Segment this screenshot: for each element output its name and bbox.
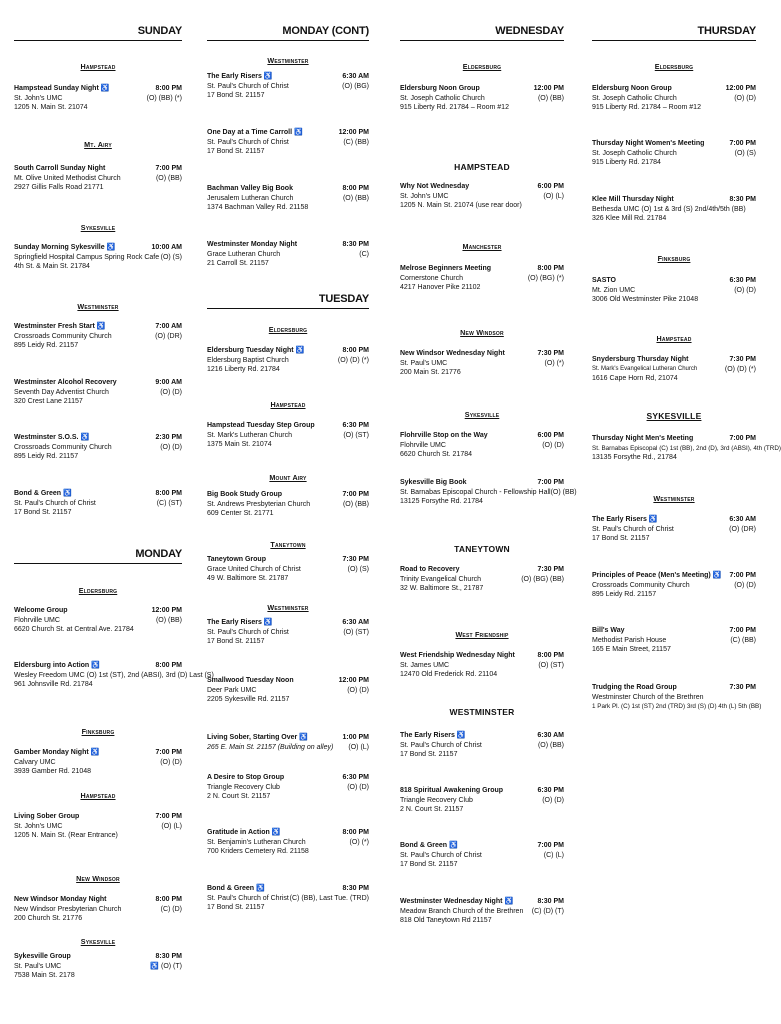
meeting-bachman-valley-big-book: Bachman Valley Big Book 8:00 PM Jerusalem Lutheran Church (O) (BB) 1374 Bachman Valley Rd. 21158 [207, 185, 369, 211]
town-heading-mount-airy: Mount Airy [269, 473, 307, 482]
meeting-hampstead-tuesday-step: Hampstead Tuesday Step Group 6:30 PM St. Mark's Lutheran Church (O) (ST) 1375 Main St. 21074 [207, 422, 369, 448]
town-heading-new-windsor: New Windsor [460, 328, 504, 337]
meeting-gratitude-in-action: Gratitude in Action ♿ 8:00 PM St. Benjamin's Lutheran Church (O) (*) 700 Kriders Cemetery Rd. 21158 [207, 829, 369, 855]
town-heading-sykesville: Sykesville [464, 410, 500, 419]
wheelchair-icon: ♿ [712, 572, 722, 579]
meeting-trudging-the-road: Trudging the Road Group 7:30 PM Westminster Church of the Brethren 1 Park Pl. (C) 1st (ST) 2nd (TRD) 3rd (S) (D) 4th (L) 5th (BB) [592, 684, 762, 710]
wheelchair-icon: ♿ [449, 842, 458, 849]
meeting-principles-of-peace: Principles of Peace (Men's Meeting) ♿ 7:00 PM Crossroads Community Church (O) (D) 895 Leidy Rd. 21157 [592, 572, 756, 598]
meeting-gamber-monday-night: Gamber Monday Night ♿ 7:00 PM Calvary UMC (O) (D) 3939 Gamber Rd. 21048 [14, 749, 182, 775]
meeting-big-book-study-group: Big Book Study Group 7:00 PM St. Andrews Presbyterian Church (O) (BB) 609 Center St. 21771 [207, 491, 369, 517]
meeting-westminster-wednesday-night: Westminster Wednesday Night ♿ 8:30 PM Meadow Branch Church of the Brethren (C) (D) (T) 818 Old Taneytown Rd 21157 [400, 898, 564, 924]
town-heading-westminster: Westminster [267, 56, 309, 65]
town-heading-eldersburg: Eldersburg [462, 62, 502, 71]
wheelchair-icon: ♿ [648, 516, 658, 523]
wheelchair-icon: ♿ [456, 732, 466, 739]
meeting-thursday-night-womens: Thursday Night Women's Meeting 7:00 PM St. Joseph Catholic Church (O) (S) 915 Liberty Rd. 21784 [592, 140, 756, 166]
meeting-bond-green-tuesday: Bond & Green ♿ 8:30 PM St. Paul's Church of Christ (C) (BB), Last Tue. (TRD) 17 Bond St. 21157 [207, 885, 369, 911]
meeting-sykesville-group: Sykesville Group 8:30 PM St. Paul's UMC ♿ (O) (T) 7538 Main St. 2178 [14, 953, 182, 979]
meeting-eldersburg-noon-thursday: Eldersburg Noon Group 12:00 PM St. Joseph Catholic Church (O) (D) 915 Liberty Rd. 21784 – Room #12 [592, 85, 756, 111]
day-header-thursday: THURSDAY [592, 26, 756, 41]
wheelchair-icon: ♿ [100, 85, 110, 92]
meeting-taneytown-group: Taneytown Group 7:30 PM Grace United Church of Christ (O) (S) 49 W. Baltimore St. 21787 [207, 556, 369, 582]
meeting-early-risers-monday: The Early Risers ♿ 6:30 AM St. Paul's Church of Christ (O) (BG) 17 Bond St. 21157 [207, 73, 369, 99]
town-heading-eldersburg: Eldersburg [268, 325, 308, 334]
wheelchair-icon: ♿ [90, 749, 100, 756]
town-heading-sykesville: SYKESVILLE [646, 411, 702, 421]
meeting-818-spiritual-awakening: 818 Spiritual Awakening Group 6:30 PM Triangle Recovery Club (O) (D) 2 N. Court St. 21157 [400, 787, 564, 813]
meeting-sykesville-big-book: Sykesville Big Book 7:00 PM St. Barnabas Episcopal Church - Fellowship Hall (O) (BB) 13125 Forsythe Rd. 21784 [400, 479, 577, 505]
meeting-south-carroll-sunday-night: South Carroll Sunday Night 7:00 PM Mt. Olive United Methodist Church (O) (BB) 2927 Gillis Falls Road 21771 [14, 165, 182, 191]
town-heading-mt-airy: Mt. Airy [84, 140, 112, 149]
town-heading-sykesville-monday: Sykesville [80, 937, 116, 946]
day-header-sunday: SUNDAY [14, 26, 182, 41]
meeting-living-sober-group: Living Sober Group 7:00 PM St. John's UMC (O) (L) 1205 N. Main St. (Rear Entrance) [14, 813, 182, 839]
meeting-road-to-recovery: Road to Recovery 7:30 PM Trinity Evangelical Church (O) (BG) (BB) 32 W. Baltimore St., 21787 [400, 566, 564, 592]
town-heading-hampstead: Hampstead [80, 62, 116, 71]
day-header-tuesday: TUESDAY [207, 294, 369, 309]
meeting-flohrville-stop-on-the-way: Flohrville Stop on the Way 6:00 PM Flohrville UMC (O) (D) 6620 Church St. 21784 [400, 432, 564, 458]
wheelchair-icon: ♿ [256, 885, 265, 892]
meeting-sunday-morning-sykesville: Sunday Morning Sykesville ♿ 10:00 AM Springfield Hospital Campus Spring Rock Cafe (O) (S) 4th St. & Main St. 21784 [14, 244, 182, 270]
meeting-sasto: SASTO 6:30 PM Mt. Zion UMC (O) (D) 3006 Old Westminster Pike 21048 [592, 277, 756, 303]
town-heading-sykesville: Sykesville [80, 223, 116, 232]
town-heading-hampstead-monday: Hampstead [80, 791, 116, 800]
meeting-desire-to-stop-group: A Desire to Stop Group 6:30 PM Triangle Recovery Club (O) (D) 2 N. Court St. 21157 [207, 774, 369, 800]
meeting-westminster-sos: Westminster S.O.S. ♿ 2:30 PM Crossroads Community Church (O) (D) 895 Leidy Rd. 21157 [14, 434, 182, 460]
town-heading-westminster: Westminster [77, 302, 119, 311]
meeting-westminster-alcohol-recovery: Westminster Alcohol Recovery 9:00 AM Seventh Day Adventist Church (O) (D) 320 Crest Lane 21157 [14, 379, 182, 405]
town-heading-eldersburg: Eldersburg [654, 62, 694, 71]
wheelchair-icon: ♿ [80, 434, 90, 441]
meeting-westminster-monday-night: Westminster Monday Night 8:30 PM Grace Lutheran Church (C) 21 Carroll St. 21157 [207, 241, 369, 267]
meeting-klee-mill-thursday-night: Klee Mill Thursday Night 8:30 PM Bethesda UMC (O) 1st & 3rd (S) 2nd/4th/5th (BB) 326 Klee Mill Rd. 21784 [592, 196, 756, 222]
town-heading-westminster: WESTMINSTER [449, 707, 515, 717]
town-heading-hampstead: Hampstead [270, 400, 306, 409]
town-heading-manchester: Manchester [462, 242, 502, 251]
wheelchair-icon: ♿ [299, 734, 308, 741]
meeting-westminster-fresh-start: Westminster Fresh Start ♿ 7:00 AM Crossroads Community Church (O) (DR) 895 Leidy Rd. 21157 [14, 323, 182, 349]
wheelchair-icon: ♿ [106, 244, 116, 251]
wheelchair-icon: ♿ [91, 662, 100, 669]
town-heading-hampstead: Hampstead [656, 334, 692, 343]
meeting-bond-green-sunday: Bond & Green ♿ 8:00 PM St. Paul's Church of Christ (C) (ST) 17 Bond St. 21157 [14, 490, 182, 516]
meeting-smallwood-tuesday-noon: Smallwood Tuesday Noon 12:00 PM Deer Park UMC (O) (D) 2205 Sykesville Rd. 21157 [207, 677, 369, 703]
wheelchair-icon: ♿ [96, 323, 106, 330]
meeting-why-not-wednesday: Why Not Wednesday 6:00 PM St. John's UMC (O) (L) 1205 N. Main St. 21074 (use rear door) [400, 183, 564, 209]
town-heading-new-windsor: New Windsor [76, 874, 120, 883]
meeting-new-windsor-wednesday-night: New Windsor Wednesday Night 7:30 PM St. Paul's UMC (O) (*) 200 Main St. 21776 [400, 350, 564, 376]
town-heading-finksburg: Finksburg [81, 727, 115, 736]
wheelchair-icon: ♿ [263, 73, 273, 80]
wheelchair-icon: ♿ [63, 490, 72, 497]
town-heading-west-friendship: West Friendship [455, 630, 509, 639]
town-heading-hampstead: HAMPSTEAD [454, 162, 510, 172]
wheelchair-icon: ♿ [294, 129, 303, 136]
day-header-wednesday: WEDNESDAY [400, 26, 564, 41]
town-heading-taneytown: TANEYTOWN [454, 544, 510, 554]
meeting-new-windsor-monday-night: New Windsor Monday Night 8:00 PM New Windsor Presbyterian Church (C) (D) 200 Church St. 21776 [14, 896, 182, 922]
meeting-eldersburg-tuesday-night: Eldersburg Tuesday Night ♿ 8:00 PM Eldersburg Baptist Church (O) (D) (*) 1216 Liberty Rd. 21784 [207, 347, 369, 373]
meeting-early-risers-thursday: The Early Risers ♿ 6:30 AM St. Paul's Church of Christ (O) (DR) 17 Bond St. 21157 [592, 516, 756, 542]
wheelchair-icon: ♿ [504, 898, 514, 905]
town-heading-westminster: Westminster [653, 494, 695, 503]
meeting-early-risers-tuesday: The Early Risers ♿ 6:30 AM St. Paul's Church of Christ (O) (ST) 17 Bond St. 21157 [207, 619, 369, 645]
wheelchair-icon: ♿ [263, 619, 273, 626]
town-heading-westminster-tuesday: Westminster [267, 603, 309, 612]
meeting-eldersburg-noon-wednesday: Eldersburg Noon Group 12:00 PM St. Joseph Catholic Church (O) (BB) 915 Liberty Rd. 21784 – Room #12 [400, 85, 564, 111]
town-heading-finksburg: Finksburg [657, 254, 691, 263]
meeting-thursday-night-mens: Thursday Night Men's Meeting 7:00 PM St. Barnabas Episcopal (C) 1st (BB), 2nd (D), 3rd (ABSI), 4th (TRD) 13135 Forsythe Rd., 21784 [592, 435, 781, 461]
meeting-eldersburg-into-action: Eldersburg into Action ♿ 8:00 PM Wesley Freedom UMC (O) 1st (ST), 2nd (ABSI), 3rd (D) Last (S) 961 Johnsville Rd. 21784 [14, 662, 214, 688]
town-heading-eldersburg: Eldersburg [78, 586, 118, 595]
meeting-west-friendship-wednesday: West Friendship Wednesday Night 8:00 PM St. James UMC (O) (ST) 12470 Old Frederick Rd. 21104 [400, 652, 564, 678]
meeting-snydersburg-thursday-night: Snydersburg Thursday Night 7:30 PM St. Mark's Evangelical Lutheran Church (O) (D) (*) 1616 Cape Horn Rd, 21074 [592, 356, 756, 382]
day-header-monday-cont: MONDAY (CONT) [207, 26, 369, 41]
meeting-bond-green-wednesday: Bond & Green ♿ 7:00 PM St. Paul's Church of Christ (C) (L) 17 Bond St. 21157 [400, 842, 564, 868]
wheelchair-icon: ♿ [295, 347, 305, 354]
town-heading-taneytown: Taneytown [270, 540, 306, 549]
wheelchair-icon: ♿ [271, 829, 281, 836]
meeting-early-risers-wednesday: The Early Risers ♿ 6:30 AM St. Paul's Church of Christ (O) (BB) 17 Bond St. 21157 [400, 732, 564, 758]
day-header-monday: MONDAY [14, 549, 182, 564]
meeting-living-sober-starting-over: Living Sober, Starting Over ♿ 1:00 PM 265 E. Main St. 21157 (Building on alley) (O) (L) [207, 734, 369, 751]
meeting-melrose-beginners: Melrose Beginners Meeting 8:00 PM Cornerstone Church (O) (BG) (*) 4217 Hanover Pike 21102 [400, 265, 564, 291]
meeting-welcome-group: Welcome Group 12:00 PM Flohrville UMC (O) (BB) 6620 Church St. at Central Ave. 21784 [14, 607, 182, 633]
meeting-one-day-at-a-time: One Day at a Time Carroll ♿ 12:00 PM St. Paul's Church of Christ (C) (BB) 17 Bond St. 21157 [207, 129, 369, 155]
meeting-hampstead-sunday-night: Hampstead Sunday Night ♿ 8:00 PM St. John's UMC (O) (BB) (*) 1205 N. Main St. 21074 [14, 85, 182, 111]
meeting-bills-way: Bill's Way 7:00 PM Methodist Parish House (C) (BB) 165 E Main Street, 21157 [592, 627, 756, 653]
